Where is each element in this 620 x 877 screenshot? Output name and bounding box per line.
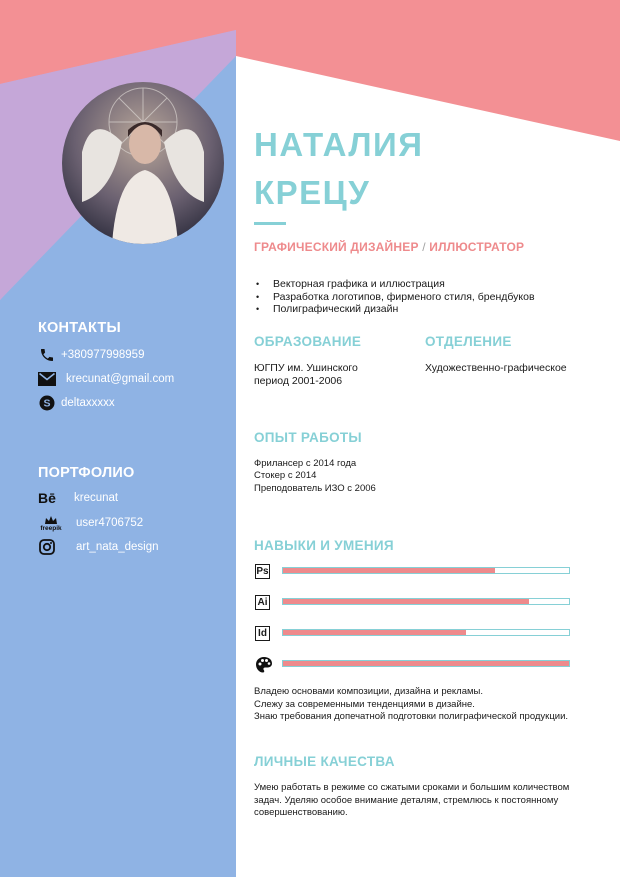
portfolio-behance[interactable] [38,489,118,507]
specialty-item: • Векторная графика и иллюстрация [256,278,445,290]
education-institution: ЮГПУ им. Ушинского [254,362,358,374]
department-heading: ОТДЕЛЕНИЕ [425,334,512,349]
skills-note: Слежу за современными тенденциями в дизайне. [254,698,475,710]
skype-icon [38,394,56,412]
skill-fill [283,568,495,573]
skill-bar-illustrator [282,598,570,605]
portfolio-heading: ПОРТФОЛИО [38,465,135,481]
personal-line: задач. Уделяю особое внимание деталям, стремлюсь к постоянному [254,794,559,806]
profile-photo [62,82,224,244]
job-title-designer: ГРАФИЧЕСКИЙ ДИЗАЙНЕР [254,240,419,254]
personal-line: Умею работать в режиме со сжатыми сроками и большим количеством [254,782,570,793]
contact-email[interactable] [38,370,174,388]
department-text: Художественно-графическое [425,362,567,374]
education-heading: ОБРАЗОВАНИЕ [254,334,362,349]
illustrator-icon: Ai [255,595,270,610]
skills-note: Знаю требования допечатной подготовки полиграфической продукции. [254,711,569,722]
skill-fill [283,630,466,635]
portfolio-instagram[interactable] [38,538,158,556]
first-name: НАТАЛИЯ [254,126,424,163]
freepik-icon: freepik [38,515,64,532]
accent-divider [254,222,286,225]
portfolio-freepik[interactable] [38,512,143,534]
behance-icon: Bē [38,490,56,506]
svg-text:S: S [43,397,51,410]
last-name: КРЕЦУ [254,174,371,211]
contact-email-text: krecunat@gmail.com [66,373,175,385]
experience-item: Фрилансер с 2014 года [254,458,357,469]
skill-bar-indesign [282,629,570,636]
specialty-item: • Разработка логотипов, фирменого стиля, брендбуков [256,290,535,303]
education-period: период 2001-2006 [254,374,343,387]
job-title-illustrator: ИЛЛЮСТРАТОР [429,240,525,254]
job-title [254,240,524,254]
experience-item: Преподователь ИЗО с 2006 [254,482,376,494]
experience-item: Стокер с 2014 [254,470,317,482]
contact-skype-text: deltaxxxxx [61,397,115,409]
portfolio-freepik-text: user4706752 [76,517,144,529]
personal-line: совершенствованию. [254,807,348,818]
portfolio-instagram-text: art_nata_design [76,541,159,553]
photoshop-icon: Ps [255,564,270,579]
instagram-icon [38,538,56,556]
contacts-heading: КОНТАКТЫ [38,320,121,336]
indesign-icon: Id [255,626,270,641]
contact-phone[interactable] [38,346,144,364]
experience-heading: ОПЫТ РАБОТЫ [254,430,362,445]
phone-icon [38,346,56,364]
job-title-separator: / [422,240,426,254]
personal-heading: ЛИЧНЫЕ КАЧЕСТВА [254,754,395,769]
palette-icon [255,656,273,674]
contact-phone-text: +380977998959 [61,349,145,361]
skills-heading: НАВЫКИ И УМЕНИЯ [254,538,394,553]
skills-note: Владею основами композиции, дизайна и рекламы. [254,686,483,697]
contact-skype[interactable] [38,394,115,412]
skill-bar-painting [282,660,570,667]
specialty-item: • Полиграфический дизайн [256,303,399,315]
skill-bar-photoshop [282,567,570,574]
skill-fill [283,599,529,604]
skill-fill [283,661,569,666]
portfolio-behance-text: krecunat [74,492,119,504]
mail-icon [38,370,56,388]
